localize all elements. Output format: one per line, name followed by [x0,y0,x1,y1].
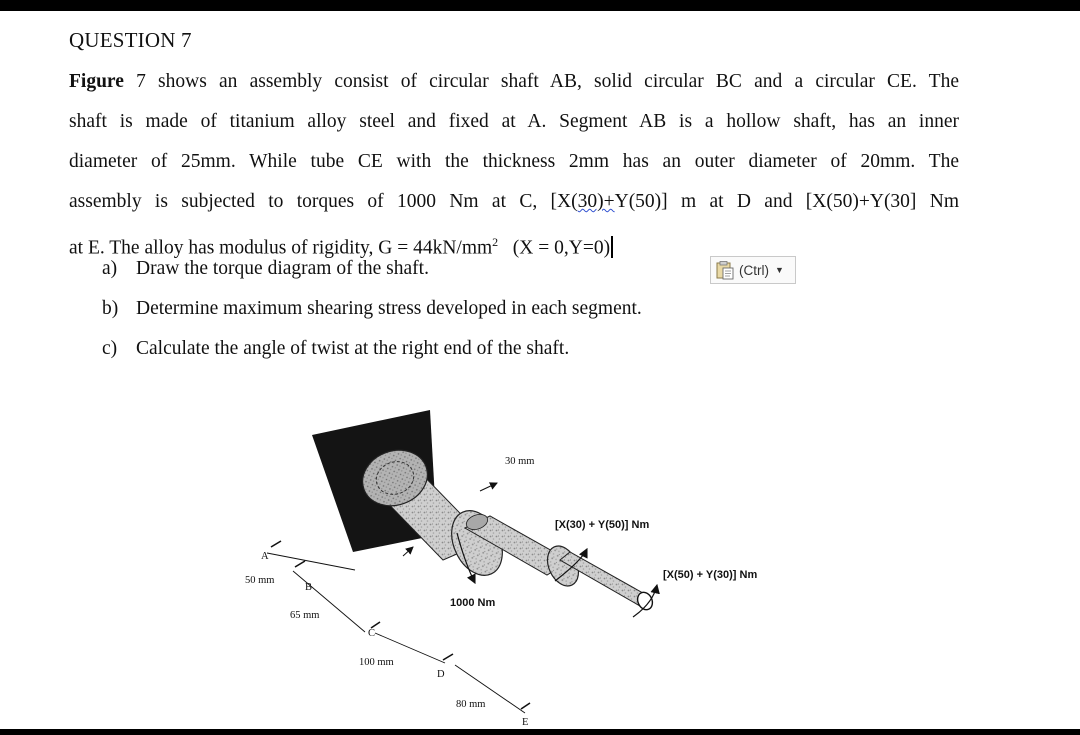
item-c: c) Calculate the angle of twist at the right end of the shaft. [102,338,570,359]
tick-e [521,703,530,709]
tick-d [443,654,453,660]
question-paragraph [69,62,969,262]
paragraph-line-5: at E. The alloy has modulus of rigidity, $G = 44kN/mm^2$ (X = 0,Y=0) [69,222,969,262]
shaft-diagram [225,385,805,730]
paste-options-label: (Ctrl) [739,262,769,278]
chevron-down-icon: ▼ [775,265,784,275]
top-border [0,0,1080,11]
label-b: B [305,582,313,593]
paragraph-line-1: Figure 7 shows an assembly consist of circular shaft AB, solid circular BC and a circular CE. The [69,71,959,92]
question-title: QUESTION 7 [69,28,192,52]
text-cursor [611,236,613,258]
torque-e-label: [X(50) + Y(30)] Nm [663,569,758,581]
dim-50mm: 50 mm [245,575,275,586]
label-a: A [261,551,269,562]
clipboard-icon [715,260,735,280]
shaft-figure [225,385,805,730]
dim-100mm: 100 mm [359,657,394,668]
paragraph-line-3: diameter of 25mm. While tube CE with the thickness 2mm has an outer diameter of 20mm. The [69,151,959,172]
figure-ref: Figure [69,71,124,92]
item-a: a) Draw the torque diagram of the shaft. [102,258,429,279]
tick-b [295,561,305,567]
dim-30-arrow [480,483,497,491]
dim-line-bc [293,571,365,632]
dim-line-ab [267,553,355,570]
torque-d-label: [X(30) + Y(50)] Nm [555,519,650,531]
tick-a [271,541,281,547]
torque-ab-arrow [403,547,413,556]
item-b: b) Determine maximum shearing stress developed in each segment. [102,298,642,319]
dim-80mm: 80 mm [456,699,486,710]
label-d: D [437,669,445,680]
label-e: E [522,717,529,728]
dim-30mm: 30 mm [505,456,535,467]
dim-65mm: 65 mm [290,610,320,621]
spellcheck-underline: 30)+ [577,191,615,212]
torque-c-label: 1000 Nm [450,597,496,609]
paragraph-line-2: shaft is made of titanium alloy steel and fixed at A. Segment AB is a hollow shaft, has an inner [69,111,959,132]
paragraph-line-4: assembly is subjected to torques of 1000 Nm at C, [X(30)+Y(50)] m at D and [X(50)+Y(30] Nm [69,191,960,212]
bottom-border [0,729,1080,735]
label-c: C [368,628,376,639]
paste-options-button[interactable] [710,256,796,284]
